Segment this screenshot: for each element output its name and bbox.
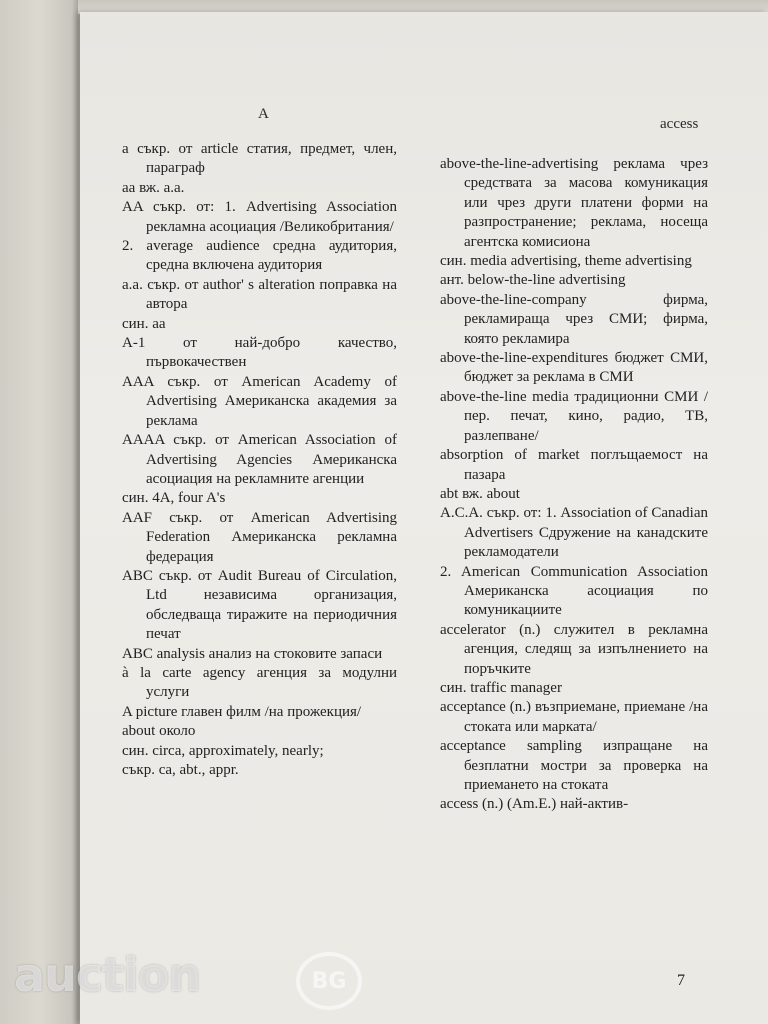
dictionary-entry: above-the-line-expenditures бюджет СМИ, бюджет за реклама в СМИ	[440, 350, 708, 386]
dictionary-entry: син. circa, approximately, nearly;	[122, 742, 324, 759]
dictionary-entry: A.C.A. съкр. от: 1. Association of Canadian Advertisers Сдружение на канадските рекламодатели	[440, 505, 708, 561]
section-letter: A	[258, 106, 269, 122]
dictionary-entry: absorption of market поглъщаемост на пазара	[440, 447, 708, 483]
watermark-logo: auction	[14, 948, 201, 1002]
left-column	[122, 140, 397, 780]
dictionary-entry: A-1 от най-добро качество, първокачествен	[122, 335, 397, 371]
dictionary-entry: à la carte agency агенция за модулни услуги	[122, 664, 397, 701]
dictionary-entry: аа вж. a.a.	[122, 179, 185, 196]
dictionary-entry: ABC analysis анализ на стоковите запаси	[122, 645, 383, 662]
dictionary-entry: 2. average audience средна аудитория, средна включена аудитория	[122, 238, 397, 274]
dictionary-entry: acceptance (n.) възприемане, приемане /на стоката или марката/	[440, 699, 708, 735]
dictionary-entry: access (n.) (Am.E.) най-актив-	[440, 796, 629, 813]
guide-word: access	[660, 116, 699, 132]
dictionary-entry: a.a. съкр. от author' s alteration поправка на автора	[122, 276, 397, 313]
dictionary-entry: син. traffic manager	[440, 679, 562, 696]
dictionary-entry: съкр. ca, abt., appr.	[122, 762, 239, 778]
dictionary-entry: acceptance sampling изпращане на безплатни мостри за проверка на приемането на стоката	[440, 738, 708, 793]
dictionary-entry: син. media advertising, theme advertising	[440, 253, 692, 270]
dictionary-entry: about около	[122, 723, 196, 740]
dictionary-entry: ант. below-the-line advertising	[440, 272, 626, 289]
dictionary-entry: син. aa	[122, 315, 166, 332]
dictionary-entry: abt вж. about	[440, 485, 520, 502]
dictionary-entry: above-the-line-company фирма, рекламираща чрез СМИ; фирма, която рекламира	[440, 291, 708, 347]
dictionary-entry: AAF съкр. от American Advertising Federation Американска рекламна федерация	[122, 509, 397, 565]
page-number: 7	[677, 972, 685, 989]
dictionary-entry: a съкр. от article статия, предмет, член, параграф	[122, 141, 397, 177]
dictionary-entry: AAA съкр. от American Academy of Advertising Американска академия за реклама	[122, 373, 397, 429]
dictionary-entry: син. 4A, four A's	[122, 490, 226, 507]
watermark-badge: BG	[296, 952, 362, 1010]
dictionary-entry: above-the-line media традиционни СМИ /пер. печат, кино, радио, ТВ, разлепване/	[440, 388, 708, 444]
dictionary-entry: accelerator (n.) служител в рекламна агенция, следящ за изпълнението на поръчките	[440, 621, 708, 677]
right-column	[440, 155, 708, 815]
dictionary-entry: AAAA съкр. от American Association of Advertising Agencies Американска асоциация на рекламните агенции	[122, 432, 397, 487]
dictionary-entry: A picture главен филм /на прожекция/	[122, 703, 362, 720]
dictionary-entry: 2. American Communication Association Американска асоциация по комуникациите	[440, 563, 708, 619]
dictionary-entry: ABC съкр. от Audit Bureau of Circulation, Ltd независима организация, обследваща тиражите на периодичния печат	[122, 567, 397, 643]
dictionary-entry: above-the-line-advertising реклама чрез средствата за масова комуникация или чрез други платени форми на разпространение; реклама, носеща агентска комисиона	[440, 156, 708, 250]
dictionary-entry: AA съкр. от: 1. Advertising Association рекламна асоциация /Великобритания/	[122, 199, 397, 235]
